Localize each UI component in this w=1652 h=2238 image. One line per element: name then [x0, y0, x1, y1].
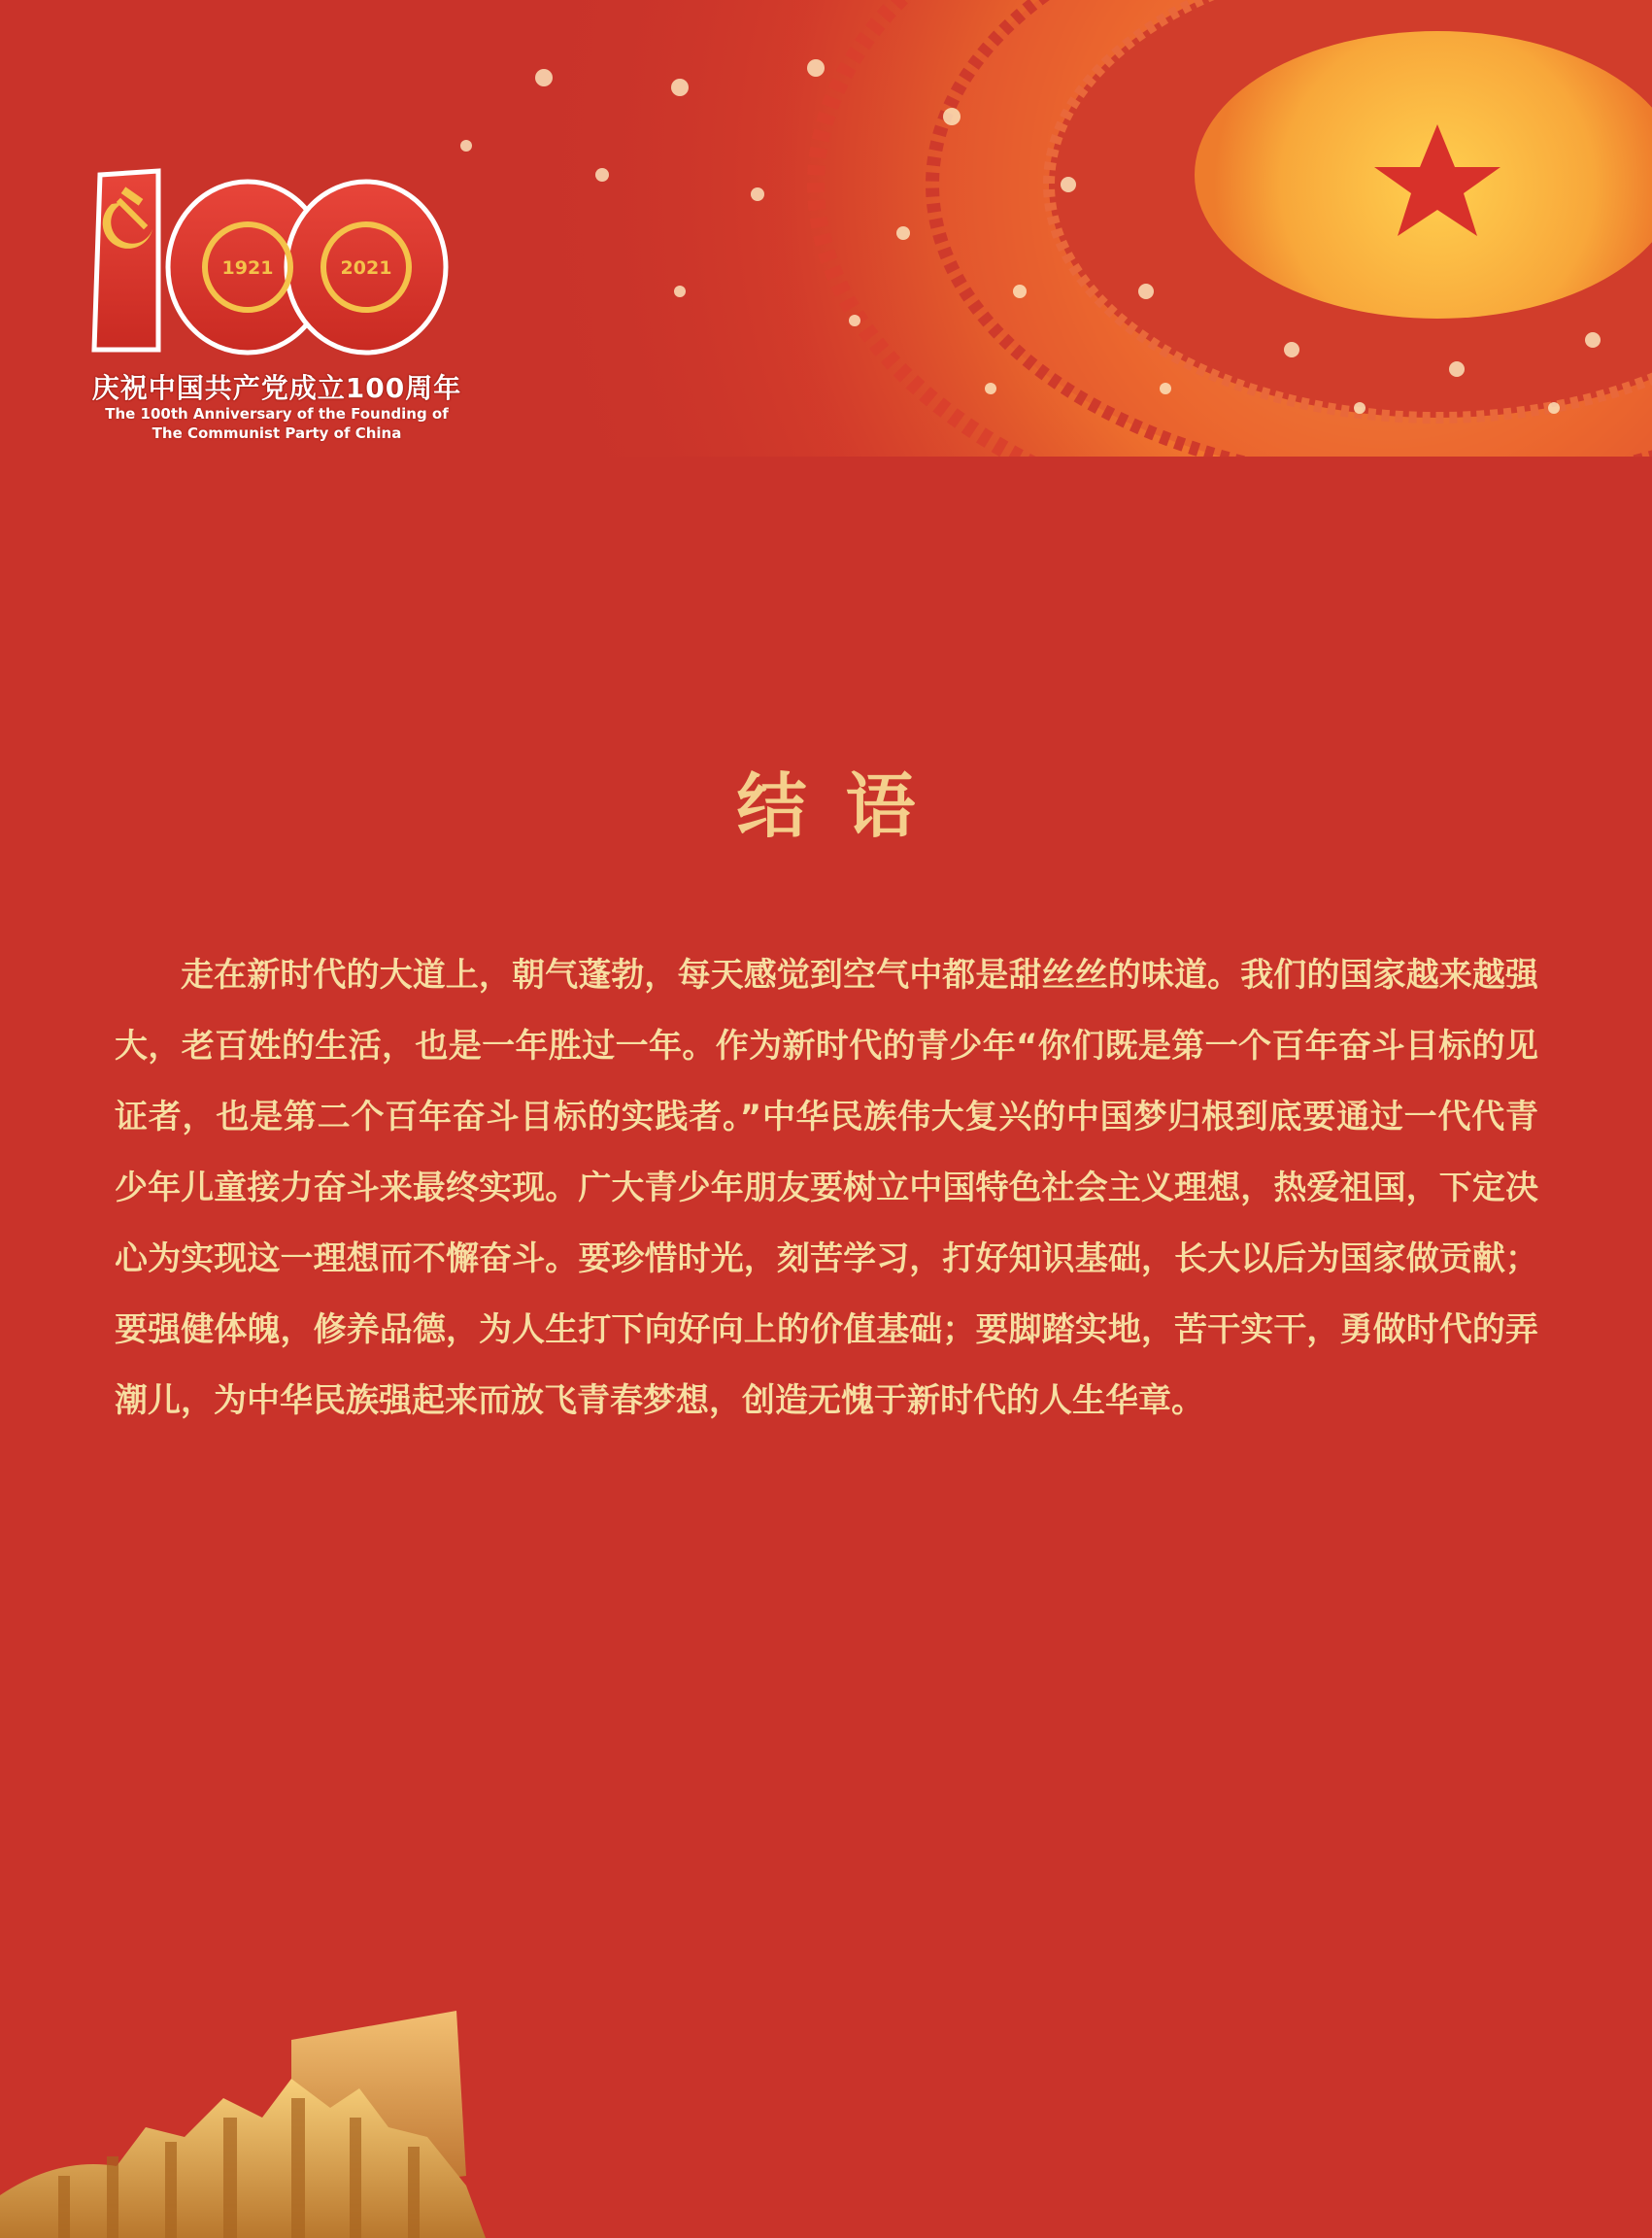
year-start-label: 1921 — [221, 257, 274, 279]
centenary-100-mark — [83, 165, 471, 369]
monument-sculpture-icon — [0, 2011, 505, 2238]
logo-caption-en-line1: The 100th Anniversary of the Founding of — [105, 405, 449, 423]
conclusion-paragraph: 走在新时代的大道上，朝气蓬勃，每天感觉到空气中都是甜丝丝的味道。我们的国家越来越强大，老百姓的生活，也是一年胜过一年。作为新时代的青少年“你们既是第一个百年奋斗目标的见证者，也是第二个百年奋斗目标的实践者。”中华民族伟大复兴的中国梦归根到底要通过一代代青少年儿童接力奋斗来最终实现。广大青少年朋友要树立中国特色社会主义理想，热爱祖国，下定决心为实现这一理想而不懈奋斗。要珍惜时光，刻苦学习，打好知识基础，长大以后为国家做贡献；要强健体魄，修养品德，为人生打下向好向上的价值基础；要脚踏实地，苦干实干，勇做时代的弄潮儿，为中华民族强起来而放飞青春梦想，创造无愧于新时代的人生华章。 — [115, 956, 1538, 1420]
logo-caption-cn: 庆祝中国共产党成立100周年 — [91, 372, 462, 404]
page-title: 结语 — [736, 765, 955, 847]
year-end-label: 2021 — [340, 257, 392, 279]
logo-caption-en-line2: The Communist Party of China — [152, 424, 402, 442]
anniversary-logo — [83, 165, 471, 457]
